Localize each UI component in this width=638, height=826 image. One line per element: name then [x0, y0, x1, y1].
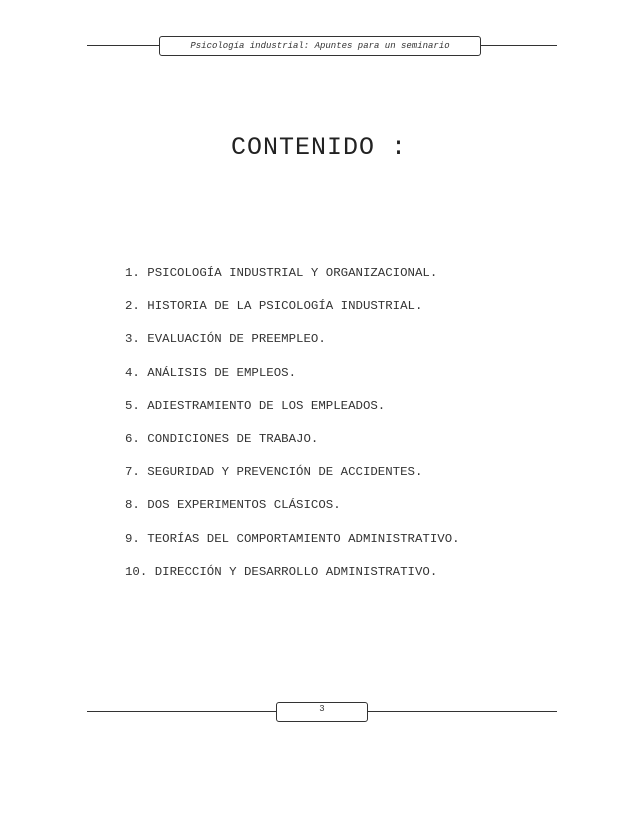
- running-header-text: Psicología industrial: Apuntes para un seminario: [190, 41, 450, 51]
- toc-item-3: 3. EVALUACIÓN DE PREEMPLEO.: [125, 332, 326, 347]
- page-number: 3: [319, 704, 325, 714]
- toc-item-6: 6. CONDICIONES DE TRABAJO.: [125, 431, 319, 446]
- toc-item-1: 1. PSICOLOGÍA INDUSTRIAL Y ORGANIZACIONAL.: [125, 266, 438, 280]
- toc-item-10: 10. DIRECCIÓN Y DESARROLLO ADMINISTRATIVO.: [125, 564, 438, 579]
- toc-item-8: 8. DOS EXPERIMENTOS CLÁSICOS.: [125, 498, 341, 513]
- page-number-box: [276, 702, 368, 722]
- toc-item-5: 5. ADIESTRAMIENTO DE LOS EMPLEADOS.: [125, 398, 386, 413]
- toc-item-4: 4. ANÁLISIS DE EMPLEOS.: [125, 365, 297, 380]
- toc-item-9: 9. TEORÍAS DEL COMPORTAMIENTO ADMINISTRATIVO.: [125, 531, 460, 546]
- running-header: [159, 36, 481, 56]
- toc-item-2: 2. HISTORIA DE LA PSICOLOGÍA INDUSTRIAL.: [125, 299, 423, 314]
- page-title: CONTENIDO :: [230, 133, 408, 162]
- table-of-contents: [125, 259, 460, 591]
- toc-item-7: 7. SEGURIDAD Y PREVENCIÓN DE ACCIDENTES.: [125, 465, 423, 480]
